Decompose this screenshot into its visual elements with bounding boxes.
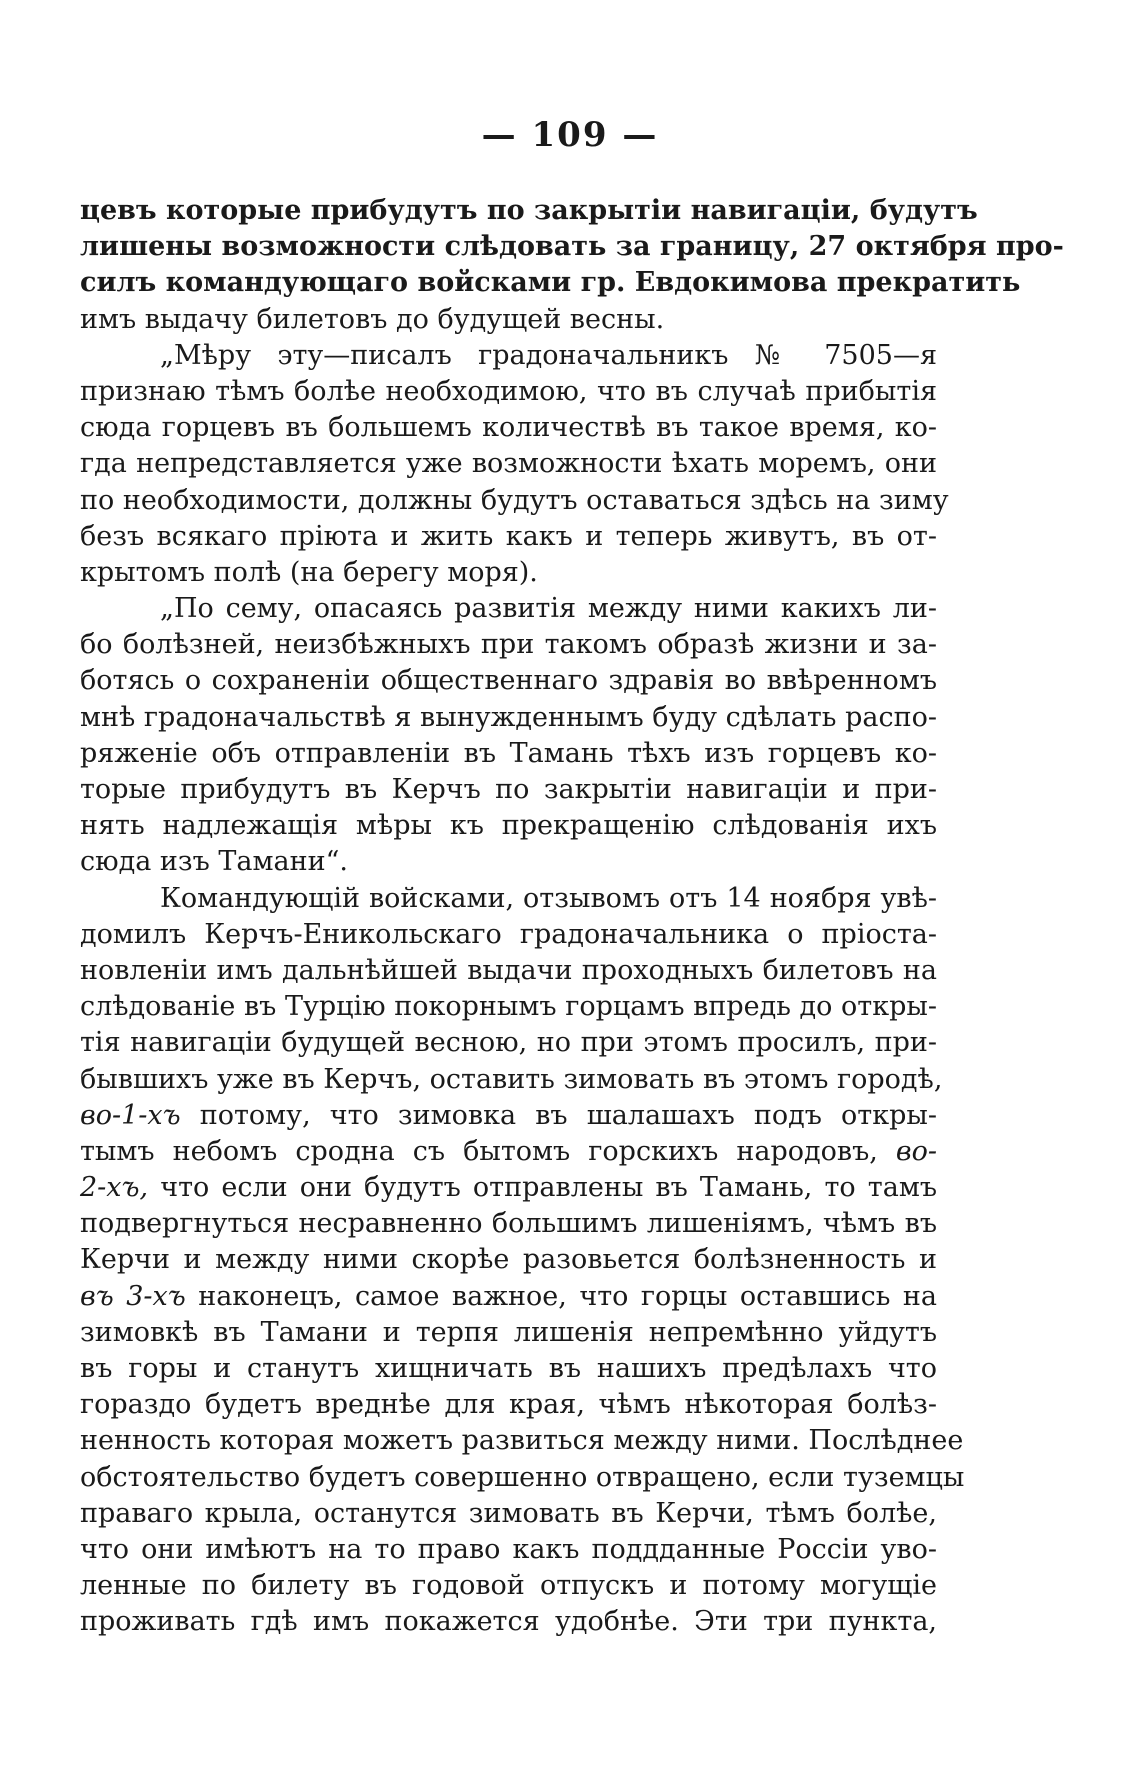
- text-segment: торые прибудутъ въ Керчъ по закрытіи навигаціи и при-: [80, 774, 937, 805]
- text-segment: цевъ которые прибудутъ по закрытіи навигаціи, будутъ: [80, 195, 978, 226]
- text-line: [80, 555, 937, 591]
- text-segment: ботясь о сохраненіи общественнаго здравія во ввѣренномъ: [80, 665, 937, 697]
- text-line: [80, 1496, 937, 1532]
- text-segment: лишены возможности слѣдовать за границу, 27 октября про-: [80, 231, 1064, 263]
- text-line: [80, 627, 937, 663]
- text-line: [80, 1460, 965, 1496]
- text-line: [80, 736, 937, 772]
- text-segment: Керчи и между ними скорѣе разовьется болѣзненность и: [80, 1244, 937, 1276]
- text-segment: новленіи имъ дальнѣйшей выдачи проходныхъ билетовъ на: [80, 954, 937, 986]
- italic-text-segment: въ 3-хъ: [80, 1280, 186, 1312]
- text-segment: слѣдованіе въ Турцію покорнымъ горцамъ впредь до откры-: [80, 991, 937, 1023]
- text-segment: что они имѣютъ на то право какъ поддданные Россіи уво-: [80, 1533, 937, 1565]
- text-line: [80, 1206, 937, 1242]
- text-line: [80, 989, 937, 1025]
- text-line: [80, 1062, 943, 1098]
- text-line: [80, 808, 937, 844]
- text-segment: гда непредставляется уже возможности ѣхать моремъ, они: [80, 448, 937, 480]
- text-segment: потому, что зимовка въ шалашахъ подъ откры-: [180, 1099, 937, 1131]
- text-line: [80, 265, 1021, 301]
- text-segment: по необходимости, должны будутъ оставаться здѣсь на зиму: [80, 484, 949, 516]
- text-segment: бо болѣзней, неизбѣжныхъ при такомъ образѣ жизни и за-: [80, 629, 937, 661]
- text-line: [80, 1532, 937, 1568]
- text-line: [80, 1387, 937, 1423]
- text-segment: признаю тѣмъ болѣе необходимою, что въ случаѣ прибытія: [80, 375, 937, 407]
- text-line: [80, 193, 978, 229]
- text-line: [80, 1134, 937, 1170]
- text-line: [80, 1242, 937, 1278]
- text-line: [80, 519, 937, 555]
- text-segment: ненность которая можетъ развиться между ними. Послѣднее: [80, 1425, 964, 1457]
- text-line: [80, 881, 937, 917]
- text-line: [80, 700, 937, 736]
- text-line: [80, 338, 937, 374]
- text-segment: наконецъ, самое важное, что горцы оставшись на: [185, 1280, 937, 1312]
- text-segment: обстоятельство будетъ совершенно отвращено, если туземцы: [80, 1461, 965, 1493]
- italic-text-segment: 2-хъ,: [80, 1172, 149, 1204]
- text-segment: сюда горцевъ въ большемъ количествѣ въ такое время, ко-: [80, 412, 937, 444]
- text-line: [80, 917, 937, 953]
- text-line: [80, 374, 937, 410]
- text-segment: бывшихъ уже въ Керчъ, оставить зимовать въ этомъ городѣ,: [80, 1063, 943, 1095]
- text-line: [80, 772, 937, 808]
- text-segment: въ горы и станутъ хищничать въ нашихъ предѣлахъ что: [80, 1353, 937, 1384]
- text-segment: подвергнуться несравненно большимъ лишеніямъ, чѣмъ въ: [80, 1208, 937, 1240]
- text-segment: тымъ небомъ сродна съ бытомъ горскихъ народовъ,: [80, 1135, 896, 1167]
- text-line: [80, 483, 949, 519]
- text-segment: проживать гдѣ имъ покажется удобнѣе. Эти три пункта,: [80, 1606, 937, 1638]
- text-segment: имъ выдачу билетовъ до будущей весны.: [80, 303, 665, 335]
- text-segment: домилъ Керчъ-Еникольскаго градоначальника о пріоста-: [80, 918, 937, 950]
- italic-text-segment: во-1-хъ: [80, 1099, 181, 1131]
- text-segment: что если они будутъ отправлены въ Тамань, то тамъ: [148, 1172, 937, 1204]
- text-line: [80, 953, 937, 989]
- text-line: [80, 591, 937, 627]
- text-segment: гораздо будетъ вреднѣе для края, чѣмъ нѣкоторая болѣз-: [80, 1389, 937, 1421]
- page-number: — 109 —: [481, 115, 659, 155]
- text-segment: „По сему, опасаясь развитія между ними какихъ ли-: [160, 593, 937, 625]
- text-line: [80, 1098, 937, 1134]
- text-line: [80, 1279, 937, 1315]
- text-segment: сюда изъ Тамани“.: [80, 846, 348, 878]
- text-line: [80, 663, 937, 699]
- text-segment: тія навигаціи будущей весною, но при этомъ просилъ, при-: [80, 1027, 937, 1059]
- text-line: [80, 1568, 937, 1604]
- text-segment: „Мѣру эту—писалъ градоначальникъ № 7505—я: [160, 339, 937, 371]
- text-segment: ряженіе объ отправленіи въ Тамань тѣхъ изъ горцевъ ко-: [80, 737, 937, 769]
- text-segment: мнѣ градоначальствѣ я вынужденнымъ буду сдѣлать распо-: [80, 701, 937, 733]
- text-line: [80, 410, 937, 446]
- text-line: [80, 229, 1064, 265]
- text-segment: праваго крыла, останутся зимовать въ Керчи, тѣмъ болѣе,: [80, 1497, 937, 1529]
- text-line: [80, 1423, 964, 1459]
- text-line: [80, 302, 937, 338]
- text-line: [80, 1025, 937, 1061]
- text-line: [80, 1170, 937, 1206]
- text-segment: Командующій войсками, отзывомъ отъ 14 ноября увѣ-: [160, 882, 937, 914]
- text-line: [80, 446, 937, 482]
- text-line: [80, 1315, 937, 1351]
- text-segment: крытомъ полѣ (на берегу моря).: [80, 556, 538, 588]
- italic-text-segment: во-: [895, 1135, 937, 1167]
- text-segment: зимовкѣ въ Тамани и терпя лишенія непремѣнно уйдутъ: [80, 1316, 937, 1348]
- text-segment: нять надлежащія мѣры къ прекращенію слѣдованія ихъ: [80, 810, 937, 842]
- text-line: [80, 844, 937, 880]
- text-segment: силъ командующаго войсками гр. Евдокимова прекратить: [80, 267, 1021, 299]
- text-segment: ленные по билету въ годовой отпускъ и потому могущіе: [80, 1570, 937, 1602]
- text-segment: безъ всякаго пріюта и жить какъ и теперь живутъ, въ от-: [80, 520, 937, 552]
- text-line: [80, 1351, 937, 1387]
- text-line: [80, 1604, 937, 1640]
- body-text: [80, 193, 1064, 1641]
